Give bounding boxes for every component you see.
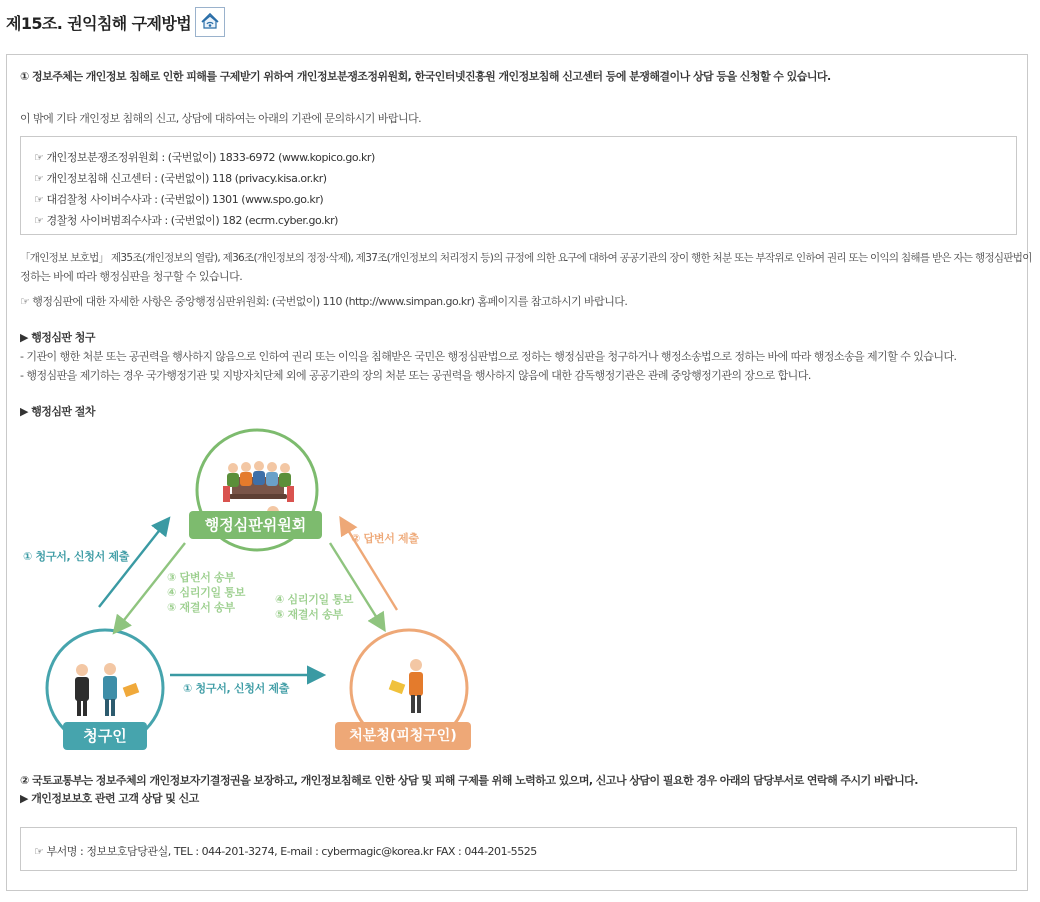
- procedure-heading: ▶ 행정심판 절차: [20, 405, 95, 418]
- claim-text-line: - 기관이 행한 처분 또는 공권력을 행사하지 않음으로 인하여 권리 또는 이익을 침해받은 국민은 행정심판법으로 정하는 행정심판을 청구하거나 행정소송법으로 정하는 바에 따라 행정소송을 제기할 수 있습니다.: [20, 350, 957, 363]
- privacy-shield-icon: [195, 7, 225, 37]
- section1-intro: ① 정보주체는 개인정보 침해로 인한 피해를 구제받기 위하여 개인정보분쟁조정위원회, 한국인터넷진흥원 개인정보침해 신고센터 등에 분쟁해결이나 상담 등을 신청할 수 있습니다.: [20, 70, 831, 83]
- claim-text-line: - 행정심판을 제기하는 경우 국가행정기관 및 지방자치단체 외에 공공기관의 장의 처분 또는 공권력을 행사하지 않음에 대한 감독행정기관은 관례 중앙행정기관의 장으로 합니다.: [20, 369, 811, 382]
- diagram-graphics: [27, 420, 487, 760]
- content-panel: [6, 54, 1032, 891]
- label-answer-submit: ② 답변서 제출: [351, 532, 419, 545]
- label-hearing-notice: ④ 심리기일 통보: [275, 593, 354, 606]
- label-hearing-notice: ④ 심리기일 통보: [167, 586, 246, 599]
- department-contact-box: [20, 827, 1017, 871]
- agency-item: ☞ 경찰청 사이버범죄수사과 : (국번없이) 182 (ecrm.cyber.go.kr): [34, 214, 338, 227]
- label-decision-send: ⑤ 재결서 송부: [167, 601, 235, 614]
- simpan-reference: ☞ 행정심판에 대한 자세한 사항은 중앙행정심판위원회: (국번없이) 110 (http://www.simpan.go.kr) 홈페이지를 참고하시기 바랍니다.: [20, 295, 628, 308]
- department-contact: ☞ 부서명 : 정보보호담당관실, TEL : 044-201-3274, E-mail : cybermagic@korea.kr FAX : 044-201-5525: [34, 845, 537, 858]
- label-claim-submit: ① 청구서, 신청서 제출: [23, 550, 130, 563]
- agency-badge: 처분청(피청구인): [335, 722, 471, 750]
- committee-badge: 행정심판위원회: [189, 511, 322, 539]
- page-title: 제15조. 권익침해 구제방법: [6, 13, 192, 33]
- agency-item: ☞ 개인정보분쟁조정위원회 : (국번없이) 1833-6972 (www.kopico.go.kr): [34, 151, 375, 164]
- agency-item: ☞ 개인정보침해 신고센터 : (국번없이) 118 (privacy.kisa.or.kr): [34, 172, 327, 185]
- law-text-line: 「개인정보 보호법」 제35조(개인정보의 열람), 제36조(개인정보의 정정·삭제), 제37조(개인정보의 처리정지 등)의 규정에 의한 요구에 대하여 공공기관의 장이 행한 처분 또는 부작위로 인하여 권리 또는 이익의 침해를 받은 자는 행정심판법이: [20, 252, 1032, 264]
- agency-contact-box: [20, 136, 1017, 235]
- procedure-diagram: [23, 420, 487, 760]
- claimant-badge: 청구인: [63, 722, 147, 750]
- section2-intro: ② 국토교통부는 정보주체의 개인정보자기결정권을 보장하고, 개인정보침해로 인한 상담 및 피해 구제를 위해 노력하고 있으며, 신고나 상담이 필요한 경우 아래의 담당부서로 연락해 주시기 바랍니다.: [20, 774, 918, 787]
- law-text-line: 정하는 바에 따라 행정심판을 청구할 수 있습니다.: [20, 270, 243, 283]
- arrow-claim-submit: [99, 522, 166, 607]
- label-bottom-submit: ① 청구서, 신청서 제출: [183, 682, 290, 695]
- agency-item: ☞ 대검찰청 사이버수사과 : (국번없이) 1301 (www.spo.go.kr): [34, 193, 324, 206]
- section1-note: 이 밖에 기타 개인정보 침해의 신고, 상담에 대하여는 아래의 기관에 문의하시기 바랍니다.: [20, 112, 422, 125]
- section2-subheading: ▶ 개인정보보호 관련 고객 상담 및 신고: [20, 792, 199, 805]
- label-decision-send: ⑤ 재결서 송부: [275, 608, 343, 621]
- label-answer-send: ③ 답변서 송부: [167, 571, 235, 584]
- claim-heading: ▶ 행정심판 청구: [20, 331, 95, 344]
- section-heading: [6, 6, 225, 38]
